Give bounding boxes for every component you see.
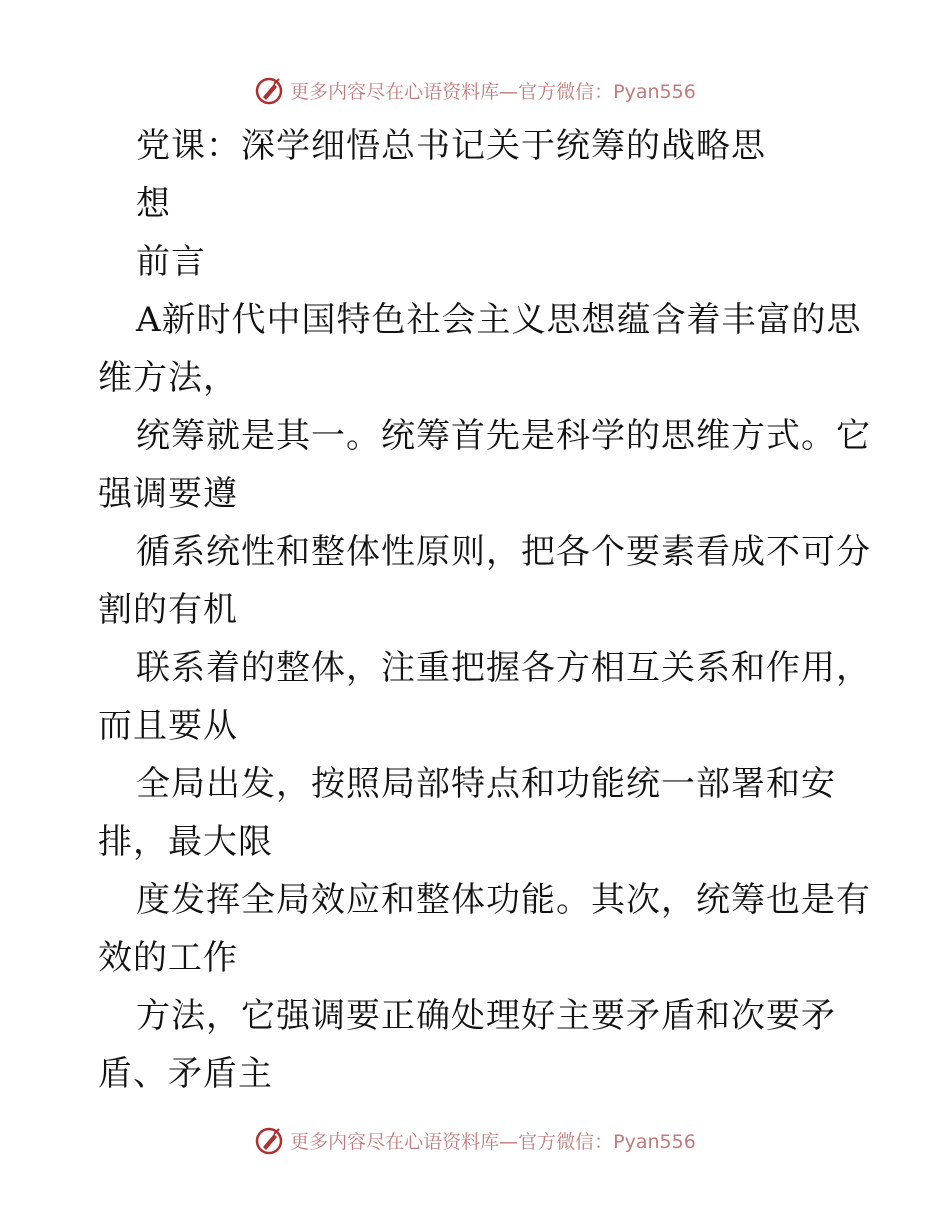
text-line: 而且要从 [98,706,238,746]
text-line: 度发挥全局效应和整体功能。其次，统筹也是有 [136,880,871,920]
text-line: 全局出发，按照局部特点和功能统一部署和安 [136,764,836,804]
header-watermark-banner [0,70,950,110]
footer-watermark-banner [0,1120,950,1160]
pen-logo-icon [254,1125,284,1155]
text-line: 维方法， [98,358,238,398]
text-line: 排，最大限 [98,822,273,862]
text-line: 效的工作 [98,938,238,978]
text-line: A新时代中国特色社会主义思想蕴含着丰富的思 [136,300,862,340]
text-line: 割的有机 [98,590,238,630]
header-watermark-text: 更多内容尽在心语资料库—官方微信：Pyan556 [290,80,696,103]
text-line: 循系统性和整体性原则，把各个要素看成不可分 [136,532,871,572]
text-line: 强调要遵 [98,474,238,514]
text-line: 方法，它强调要正确处理好主要矛盾和次要矛 [136,996,836,1036]
pen-logo-icon [254,75,284,105]
text-line: 盾、矛盾主 [98,1054,273,1094]
document-body [98,117,871,1103]
text-line: 想 [136,184,171,224]
text-line: 联系着的整体，注重把握各方相互关系和作用， [136,648,871,688]
text-line: 前言 [136,242,206,282]
text-line: 党课：深学细悟总书记关于统筹的战略思 [136,126,766,166]
footer-watermark-text: 更多内容尽在心语资料库—官方微信：Pyan556 [290,1130,696,1153]
text-line: 统筹就是其一。统筹首先是科学的思维方式。它 [136,416,871,456]
